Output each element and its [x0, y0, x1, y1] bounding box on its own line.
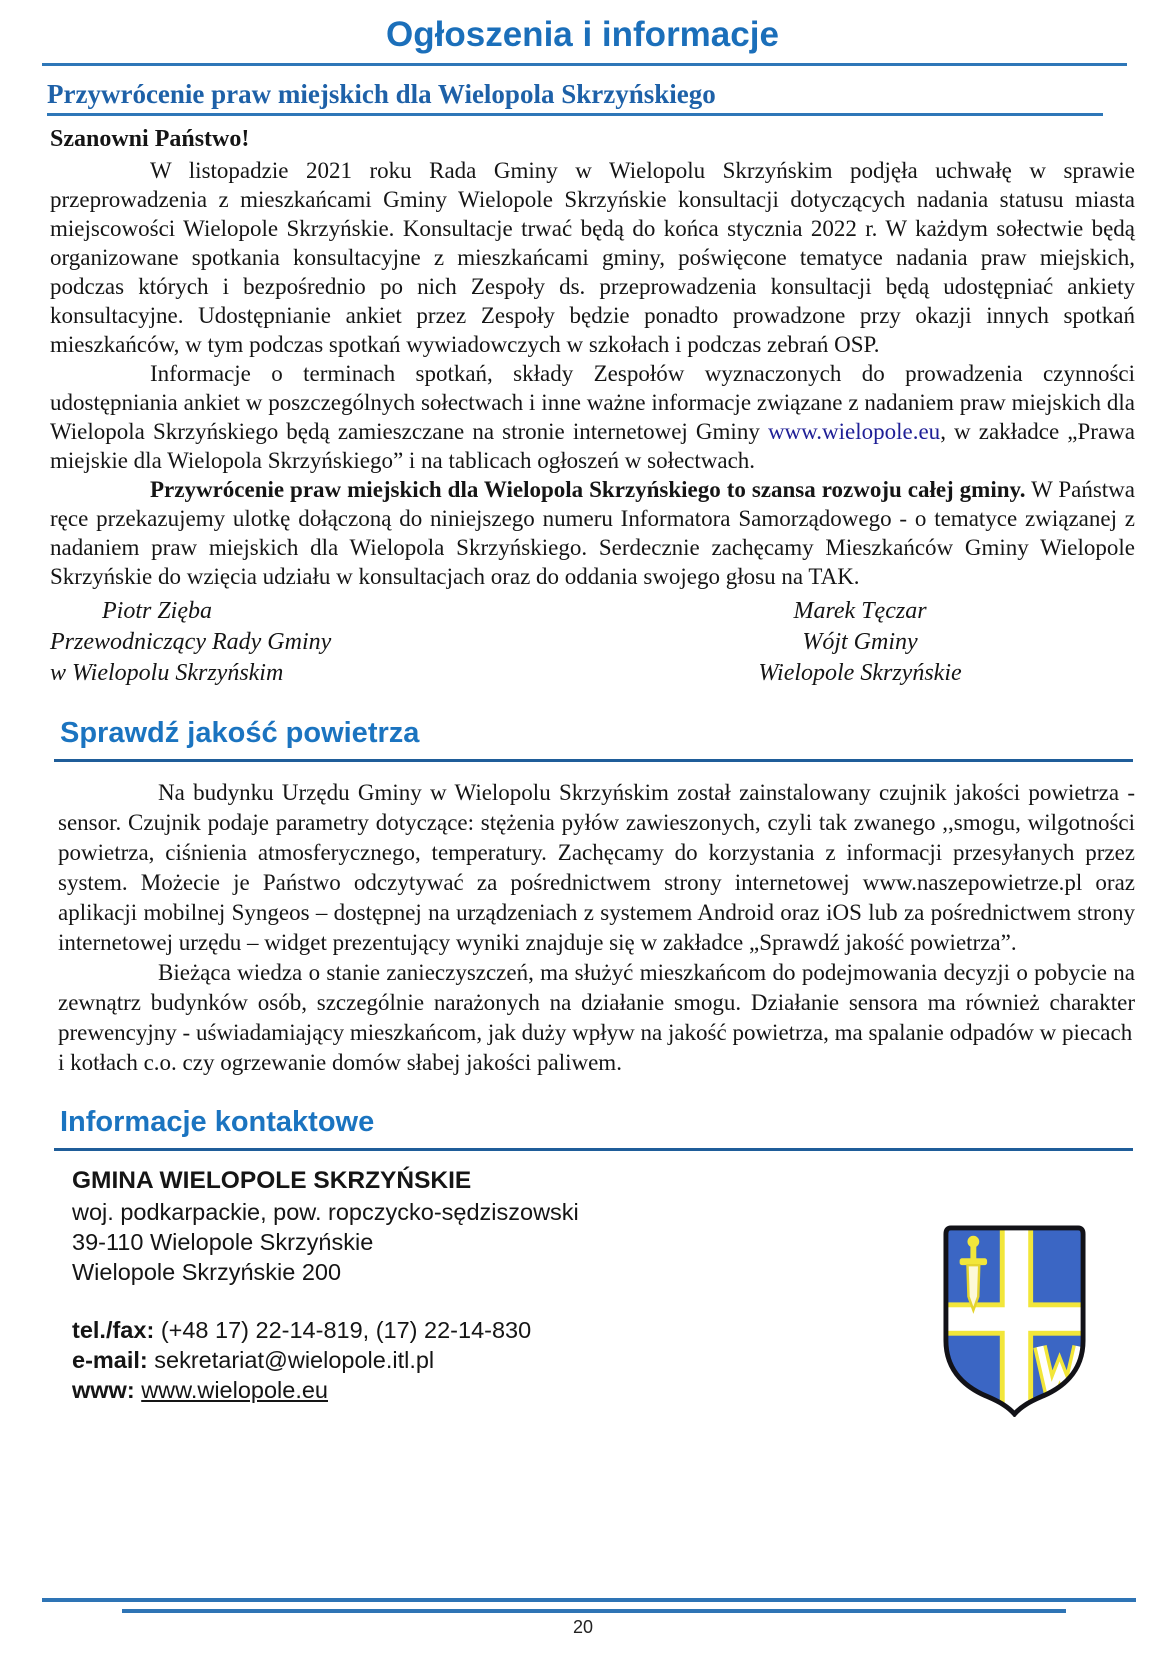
paragraph-text: W Państwa ręce przekazujemy ulotkę dołączoną do niniejszego numeru Informatora Samorządowego - o tematyce związanej z nadaniem praw miejskich dla Wielopola Skrzyńskiego. Serdecznie zachęcamy Mieszkańców Gminy Wielopole Skrzyńskie do wzięcia udziału w konsultacjach oraz do oddania swojego głosu na TAK.: [50, 477, 1135, 589]
salutation: Szanowni Państwo!: [50, 126, 250, 152]
section-city-rights: [47, 79, 1135, 689]
air-quality-divider: [54, 759, 1133, 762]
phone-label: tel./fax:: [72, 1317, 155, 1343]
signature-title-right: Wójt Gminy: [802, 629, 918, 655]
municipality-name: GMINA WIELOPOLE SKRZYŃSKIE: [72, 1167, 472, 1194]
signature-right-column: [705, 596, 1015, 689]
city-rights-paragraph-3: [50, 475, 1135, 591]
signature-name-left: Piotr Zięba: [102, 598, 213, 624]
air-quality-paragraph-1: [58, 778, 1135, 958]
website-label: www:: [72, 1377, 135, 1403]
wielopole-website-link[interactable]: www.wielopole.eu: [767, 419, 941, 444]
city-rights-paragraph-2: [50, 359, 1135, 475]
phone-row: [72, 1315, 579, 1345]
paragraph-bold-lead: Przywrócenie praw miejskich dla Wielopola Skrzyńskiego to szansa rozwoju całej gminy.: [150, 477, 1026, 502]
city-rights-paragraph-1: [50, 156, 1135, 359]
email-row: [72, 1345, 579, 1375]
section-contact: [50, 1105, 1135, 1417]
section-air-quality-heading: Sprawdź jakość powietrza: [60, 717, 420, 749]
section-contact-heading: Informacje kontaktowe: [60, 1106, 375, 1138]
paragraph-text: Na budynku Urzędu Gminy w Wielopolu Skrzyńskim został zainstalowany czujnik jakości powietrza - sensor. Czujnik podaje parametry dotyczące: stężenia pyłów zawieszonych, czyli tak zwanego ,,smogu, wilgotności powietrza, ciśnienia atmosferycznego, temperatury. Zachęcamy do korzystania z informacji przesyłanych przez system. Możecie je Państwo odczytywać za pośrednictwem strony internetowej www.naszepowietrze.pl oraz aplikacji mobilnej Syngeos – dostępnej na urządzeniach z systemem Android oraz iOS lub za pośrednictwem strony internetowej urzędu – widget prezentujący wyniki znajduje się w zakładce „Sprawdź jakość powietrza”.: [58, 780, 1135, 955]
phone-value: (+48 17) 22-14-819, (17) 22-14-830: [160, 1317, 532, 1343]
email-value: sekretariat@wielopole.itl.pl: [154, 1347, 435, 1373]
signature-left-column: [50, 596, 705, 689]
address-line-2: 39-110 Wielopole Skrzyńskie: [72, 1229, 374, 1255]
signature-name-right: Marek Tęczar: [793, 598, 927, 624]
section-city-rights-heading: Przywrócenie praw miejskich dla Wielopola Skrzyńskiego: [47, 79, 1103, 116]
contact-details: [72, 1165, 579, 1405]
coat-of-arms-icon: [941, 1225, 1088, 1417]
website-row: [72, 1375, 579, 1405]
paragraph-text: Bieżąca wiedza o stanie zanieczyszczeń, ma służyć mieszkańcom do podejmowania decyzji o pobycie na zewnątrz budynków osób, szczególnie narażonych na działanie smogu. Działanie sensora ma również charakter prewencyjny - uświadamiający mieszkańcom, jak duży wpływ na jakość powietrza, ma spalanie odpadów w piecach: [58, 960, 1135, 1045]
air-quality-paragraph-2: [58, 958, 1135, 1078]
shield-graphic: [941, 1225, 1088, 1417]
website-footer-link[interactable]: www.wielopole.eu: [141, 1377, 328, 1403]
footer-rule-bottom: [122, 1609, 1066, 1613]
paragraph-text: i kotłach c.o. czy ogrzewanie domów słabej jakości paliwem.: [58, 1050, 622, 1075]
signature-place-right: Wielopole Skrzyńskie: [758, 660, 962, 686]
address-line-1: woj. podkarpackie, pow. ropczycko-sędziszowski: [72, 1199, 579, 1225]
email-label: e-mail:: [72, 1347, 148, 1373]
paragraph-text: W listopadzie 2021 roku Rada Gminy w Wielopolu Skrzyńskim podjęła uchwałę w sprawie przeprowadzenia z mieszkańcami Gminy Wielopole Skrzyńskie konsultacji dotyczących nadania statusu miasta miejscowości Wielopole Skrzyńskie. Konsultacje trwać będą do końca stycznia 2022 r. W każdym sołectwie będą organizowane spotkania konsultacyjne z mieszkańcami gminy, poświęcone tematyce nadania praw miejskich, podczas których i bezpośrednio po nich Zespoły ds. przeprowadzenia konsultacji będą udostępniać ankiety konsultacyjne. Udostępnianie ankiet przez Zespoły będzie ponadto prowadzone przy okazji innych spotkań mieszkańców, w tym podczas spotkań wywiadowczych w szkołach i podczas zebrań OSP.: [50, 158, 1135, 357]
page-number: 20: [572, 1617, 594, 1637]
signature-title-left: Przewodniczący Rady Gminy: [50, 629, 332, 655]
contact-block: [50, 1165, 1135, 1417]
paragraph-text: , w zakładce „Prawa miejskie dla Wielopola Skrzyńskiego” i na tablicach ogłoszeń w sołectwach.: [50, 419, 1135, 473]
contact-divider: [54, 1148, 1133, 1151]
section-air-quality: [50, 716, 1135, 1078]
signature-place-left: w Wielopolu Skrzyńskim: [50, 660, 284, 686]
title-divider: [42, 63, 1127, 66]
page-title: Ogłoszenia i informacje: [386, 15, 779, 54]
paragraph-text: Informacje o terminach spotkań, składy Zespołów wyznaczonych do prowadzenia czynności udostępniania ankiet w poszczególnych sołectwach i inne ważne informacje związane z nadaniem praw miejskich dla Wielopola Skrzyńskiego będą zamieszczane na stronie internetowej Gminy: [50, 361, 1135, 444]
signature-block: [50, 596, 1135, 689]
spacer: [72, 1287, 579, 1315]
footer-rule-top: [42, 1598, 1136, 1602]
address-line-3: Wielopole Skrzyńskie 200: [72, 1259, 342, 1285]
